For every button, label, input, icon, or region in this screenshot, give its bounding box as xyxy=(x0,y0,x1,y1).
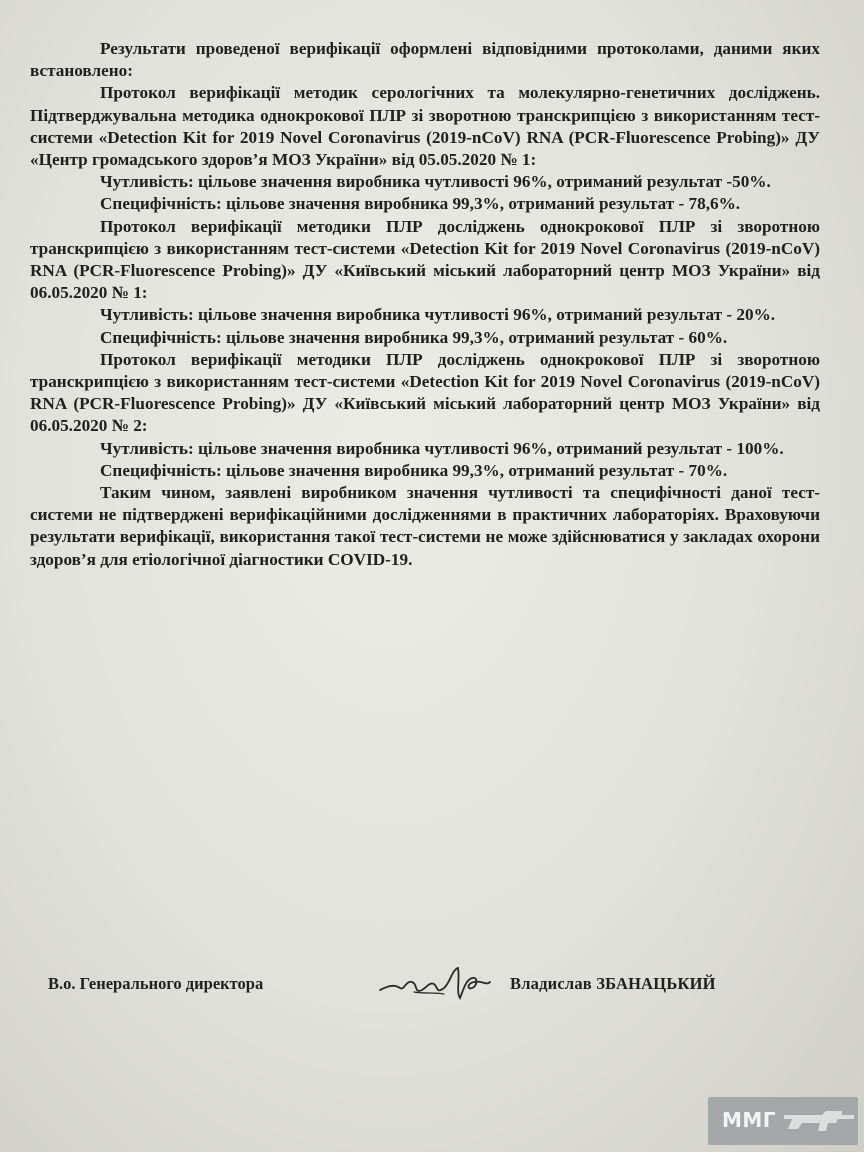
paragraph-conclusion: Таким чином, заявлені виробником значення чутливості та специфічності даної тест-системи не підтверджені верифікаційними дослідженнями в практичних лабораторіях. Враховуючи результати верифікації, використання такої тест-системи не може здійснюватися у закладах охорони здоров’я для етіологічної діагностики COVID-19. xyxy=(30,483,820,569)
paragraph-sensitivity-2: Чутливість: цільове значення виробника чутливості 96%, отриманий результат - 20%. xyxy=(100,305,776,325)
signature-block xyxy=(48,968,808,1008)
watermark-label: ММГ xyxy=(722,1108,777,1132)
paragraph-sensitivity-3: Чутливість: цільове значення виробника чутливості 96%, отриманий результат - 100%. xyxy=(100,438,784,458)
paragraph-protocol-2: Протокол верифікації методики ПЛР досліджень однокрокової ПЛР зі зворотною транскрипцією з використанням тест-системи «Detection Kit for 2019 Novel Coronavirus (2019-nCoV) RNA (PCR-Fluorescence Probing)» ДУ «Київський міський лабораторний центр МОЗ України» від 06.05.2020 № 1: xyxy=(30,216,820,303)
signatory-name: Владислав ЗБАНАЦЬКИЙ xyxy=(510,974,716,993)
site-watermark xyxy=(708,1097,858,1145)
paragraph-specificity-3: Специфічність: цільове значення виробника 99,3%, отриманий результат - 70%. xyxy=(100,460,728,480)
paragraph-protocol-1: Протокол верифікації методик серологічних та молекулярно-генетичних досліджень. Підтверджувальна методика однокрокової ПЛР зі зворотною транскрипцією з використанням тест-системи «Detection Kit for 2019 Novel Coronavirus (2019-nCoV) RNA (PCR-Fluorescence Probing)» ДУ «Центр громадського здоров’я МОЗ України» від 05.05.2020 № 1: xyxy=(30,83,820,170)
document-body xyxy=(30,38,820,571)
paragraph-protocol-3: Протокол верифікації методики ПЛР досліджень однокрокової ПЛР зі зворотною транскрипцією з використанням тест-системи «Detection Kit for 2019 Novel Coronavirus (2019-nCoV) RNA (PCR-Fluorescence Probing)» ДУ «Київський міський лабораторний центр МОЗ України» від 06.05.2020 № 2: xyxy=(30,349,820,436)
paragraph-specificity-2: Специфічність: цільове значення виробника 99,3%, отриманий результат - 60%. xyxy=(100,327,728,347)
paragraph-sensitivity-1: Чутливість: цільове значення виробника чутливості 96%, отриманий результат -50%. xyxy=(100,172,771,192)
signatory-title: В.о. Генерального директора xyxy=(48,974,264,993)
handwritten-signature xyxy=(374,958,514,1010)
paragraph-intro: Результати проведеної верифікації оформлені відповідними протоколами, даними яких встановлено: xyxy=(30,39,820,81)
paragraph-specificity-1: Специфічність: цільове значення виробника 99,3%, отриманий результат - 78,6%. xyxy=(100,194,741,214)
rifle-icon xyxy=(782,1105,856,1137)
